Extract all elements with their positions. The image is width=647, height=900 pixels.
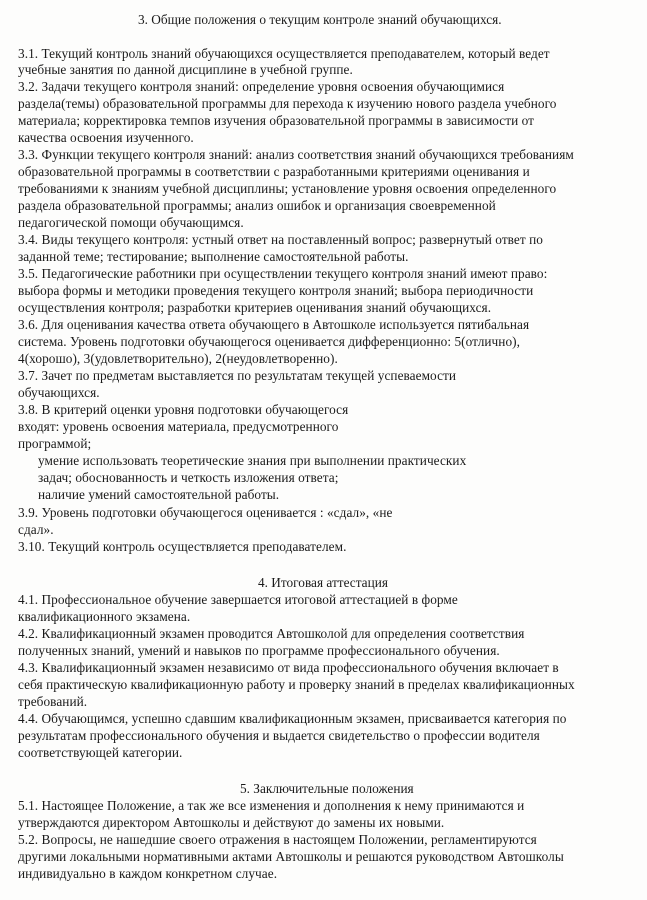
paragraph-line: квалификационного экзамена. <box>18 609 191 624</box>
paragraph-line: 3.4. Виды текущего контроля: устный ответ на поставленный вопрос; развернутый ответ по <box>18 232 543 247</box>
paragraph-line: 3.10. Текущий контроль осуществляется преподавателем. <box>18 539 347 554</box>
paragraph-line: раздела(темы) образовательной программы для перехода к изучению нового раздела учебного <box>18 96 557 111</box>
paragraph-line: 3.6. Для оценивания качества ответа обучающего в Автошколе используется пятибальная <box>18 317 530 332</box>
paragraph-line: учебные занятия по данной дисциплине в учебной группе. <box>18 62 353 77</box>
paragraph-line: обучающихся. <box>18 385 100 400</box>
paragraph-line: требованиями к знаниям учебной дисциплины; установление уровня освоения определенного <box>18 181 557 196</box>
paragraph-line: 3.3. Функции текущего контроля знаний: анализ соответствия знаний обучающихся требованиям <box>18 147 574 162</box>
paragraph-line: задач; обоснованность и четкость изложения ответа; <box>38 470 339 485</box>
paragraph-line: входят: уровень освоения материала, предусмотренного <box>18 419 339 434</box>
paragraph-line: заданной теме; тестирование; выполнение самостоятельной работы. <box>18 249 409 264</box>
paragraph-line: умение использовать теоретические знания при выполнении практических <box>38 453 467 468</box>
paragraph-line: материала; корректировка темпов изучения образовательной программы в зависимости от <box>18 113 535 128</box>
paragraph-line: 4.1. Профессиональное обучение завершается итоговой аттестацией в форме <box>18 592 458 607</box>
paragraph-line: 3.7. Зачет по предметам выставляется по результатам текущей успеваемости <box>18 368 457 383</box>
paragraph-line: себя практическую квалификационную работу и проверку знаний в пределах квалификационных <box>18 677 575 692</box>
paragraph-line: 3.9. Уровень подготовки обучающегося оценивается : «сдал», «не <box>18 505 393 520</box>
paragraph-line: система. Уровень подготовки обучающегося оценивается дифференционно: 5(отлично), <box>18 334 521 349</box>
paragraph-line: программой; <box>18 436 92 451</box>
paragraph-line: качества освоения изученного. <box>18 130 194 145</box>
paragraph-line: наличие умений самостоятельной работы. <box>38 487 280 502</box>
paragraph-line: 3.5. Педагогические работники при осуществлении текущего контроля знаний имеют право: <box>18 266 548 281</box>
paragraph-line: результатам профессионального обучения и выдается свидетельство о профессии водителя <box>18 728 540 743</box>
paragraph-line: 3.1. Текущий контроль знаний обучающихся осуществляется преподавателем, который ведет <box>18 46 550 61</box>
paragraph-line: 4(хорошо), 3(удовлетворительно), 2(неудовлетворенно). <box>18 351 338 366</box>
paragraph-line: индивидуально в каждом конкретном случае. <box>18 866 278 881</box>
paragraph-line: сдал». <box>18 522 54 537</box>
paragraph-line: 4.4. Обучающимся, успешно сдавшим квалификационным экзамен, присваивается категория по <box>18 711 567 726</box>
paragraph-line: педагогической помощи обучающимся. <box>18 215 244 230</box>
paragraph-line: другими локальными нормативными актами Автошколы и решаются руководством Автошколы <box>18 849 564 864</box>
section-5-heading: 5. Заключительные положения <box>240 781 414 796</box>
paragraph-line: полученных знаний, умений и навыков по программе профессионального обучения. <box>18 643 500 658</box>
paragraph-line: соответствующей категории. <box>18 745 183 760</box>
section-3-heading: 3. Общие положения о текущим контроле знаний обучающихся. <box>138 12 502 27</box>
paragraph-line: 3.2. Задачи текущего контроля знаний: определение уровня освоения обучающимися <box>18 79 505 94</box>
paragraph-line: раздела образовательной программы; анализ ошибок и организация своевременной <box>18 198 496 213</box>
paragraph-line: образовательной программы в соответствии с разработанными критериями оценивания и <box>18 164 530 179</box>
paragraph-line: 5.2. Вопросы, не нашедшие своего отражения в настоящем Положении, регламентируются <box>18 832 537 847</box>
paragraph-line: 5.1. Настоящее Положение, а так же все изменения и дополнения к нему принимаются и <box>18 798 525 813</box>
paragraph-line: осуществления контроля; разработки критериев оценивания знаний обучающихся. <box>18 300 492 315</box>
paragraph-line: 4.2. Квалификационный экзамен проводится Автошколой для определения соответствия <box>18 626 525 641</box>
section-4-heading: 4. Итоговая аттестация <box>258 575 388 590</box>
paragraph-line: выбора формы и методики проведения текущего контроля знаний; выбора периодичности <box>18 283 534 298</box>
paragraph-line: требований. <box>18 694 88 709</box>
paragraph-line: 3.8. В критерий оценки уровня подготовки обучающегося <box>18 402 349 417</box>
paragraph-line: утверждаются директором Автошколы и действуют до замены их новыми. <box>18 815 445 830</box>
paragraph-line: 4.3. Квалификационный экзамен независимо от вида профессионального обучения включает в <box>18 660 559 675</box>
